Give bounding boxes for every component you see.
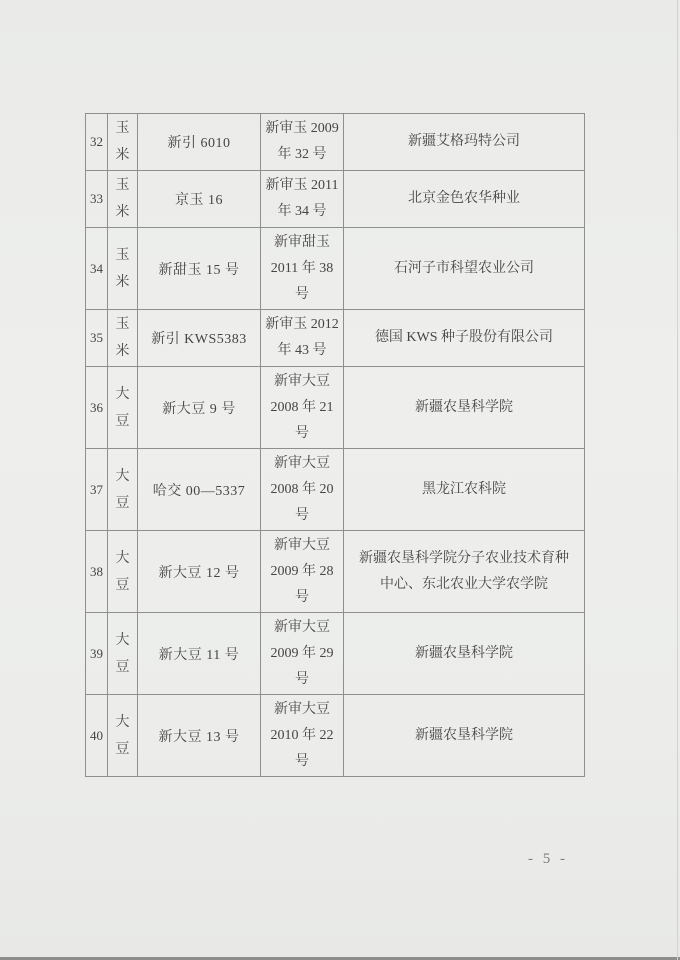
table-body bbox=[86, 114, 585, 777]
crop-type-line: 玉 bbox=[115, 247, 130, 263]
table-row bbox=[86, 114, 585, 171]
variety-approval-table bbox=[85, 113, 585, 777]
company-name bbox=[344, 367, 585, 449]
row-number: 32 bbox=[86, 114, 108, 171]
table-row bbox=[86, 613, 585, 695]
variety-name: 新大豆 12 号 bbox=[138, 531, 261, 613]
approval-number-line: 号 bbox=[295, 286, 309, 302]
approval-number-line: 新审玉 2011 bbox=[265, 178, 339, 193]
row-number: 37 bbox=[86, 449, 108, 531]
company-name bbox=[344, 310, 585, 367]
approval-number-line: 新审玉 2009 bbox=[265, 121, 339, 136]
crop-type-line: 豆 bbox=[115, 741, 130, 757]
approval-number-line: 号 bbox=[295, 507, 309, 523]
company-name bbox=[344, 114, 585, 171]
approval-number-line: 号 bbox=[295, 425, 309, 441]
table-row bbox=[86, 449, 585, 531]
crop-type bbox=[108, 171, 138, 228]
crop-type-line: 玉 bbox=[115, 317, 130, 332]
crop-type bbox=[108, 310, 138, 367]
approval-number-line: 年 43 号 bbox=[277, 343, 327, 358]
variety-name: 新大豆 9 号 bbox=[138, 367, 261, 449]
crop-type bbox=[108, 695, 138, 777]
company-name-line: 新疆农垦科学院 bbox=[415, 645, 513, 661]
approval-number-line: 新审大豆 bbox=[274, 701, 330, 717]
company-name-line: 石河子市科望农业公司 bbox=[394, 260, 534, 276]
company-name-line: 德国 KWS 种子股份有限公司 bbox=[374, 330, 554, 345]
approval-number bbox=[261, 449, 344, 531]
approval-number-line: 2008 年 20 bbox=[270, 481, 334, 497]
company-name bbox=[344, 228, 585, 310]
crop-type bbox=[108, 367, 138, 449]
crop-type-line: 米 bbox=[115, 148, 130, 163]
crop-type-line: 大 bbox=[115, 550, 130, 566]
company-name-line: 黑龙江农科院 bbox=[422, 481, 506, 497]
approval-number bbox=[261, 613, 344, 695]
approval-number-line: 号 bbox=[295, 589, 309, 605]
crop-type-line: 大 bbox=[115, 632, 130, 648]
approval-number-line: 2010 年 22 bbox=[270, 727, 334, 743]
crop-type-line: 大 bbox=[115, 468, 130, 484]
variety-name: 新甜玉 15 号 bbox=[138, 228, 261, 310]
approval-number bbox=[261, 531, 344, 613]
row-number: 36 bbox=[86, 367, 108, 449]
crop-type-line: 玉 bbox=[115, 121, 130, 136]
company-name-line: 新疆农垦科学院 bbox=[415, 727, 513, 743]
approval-number-line: 2011 年 38 bbox=[270, 260, 334, 276]
approval-number bbox=[261, 367, 344, 449]
table-row bbox=[86, 171, 585, 228]
crop-type bbox=[108, 114, 138, 171]
row-number: 33 bbox=[86, 171, 108, 228]
crop-type-line: 豆 bbox=[115, 659, 130, 675]
approval-number bbox=[261, 310, 344, 367]
company-name bbox=[344, 531, 585, 613]
crop-type-line: 玉 bbox=[115, 178, 130, 193]
company-name bbox=[344, 171, 585, 228]
approval-number-line: 新审玉 2012 bbox=[265, 317, 339, 332]
company-name bbox=[344, 449, 585, 531]
table-row bbox=[86, 695, 585, 777]
approval-number bbox=[261, 695, 344, 777]
approval-number bbox=[261, 228, 344, 310]
company-name-line: 北京金色农华种业 bbox=[408, 191, 520, 206]
crop-type-line: 豆 bbox=[115, 413, 130, 429]
variety-name: 新大豆 11 号 bbox=[138, 613, 261, 695]
approval-number-line: 2008 年 21 bbox=[270, 399, 334, 415]
approval-number-line: 新审大豆 bbox=[274, 619, 330, 635]
crop-type bbox=[108, 228, 138, 310]
variety-name: 新引 KWS5383 bbox=[138, 310, 261, 367]
table-row bbox=[86, 367, 585, 449]
approval-number-line: 新审甜玉 bbox=[274, 234, 330, 250]
company-name bbox=[344, 695, 585, 777]
crop-type-line: 米 bbox=[115, 274, 130, 290]
scan-edge-right bbox=[677, 0, 678, 960]
company-name bbox=[344, 613, 585, 695]
approval-number-line: 号 bbox=[295, 753, 309, 769]
approval-number-line: 年 34 号 bbox=[277, 204, 327, 219]
approval-number-line: 新审大豆 bbox=[274, 373, 330, 389]
variety-name: 新引 6010 bbox=[138, 114, 261, 171]
crop-type-line: 大 bbox=[115, 386, 130, 402]
crop-type bbox=[108, 613, 138, 695]
crop-type bbox=[108, 449, 138, 531]
table-row bbox=[86, 310, 585, 367]
crop-type-line: 豆 bbox=[115, 495, 130, 511]
row-number: 39 bbox=[86, 613, 108, 695]
crop-type-line: 豆 bbox=[115, 577, 130, 593]
crop-type-line: 米 bbox=[115, 344, 130, 359]
row-number: 34 bbox=[86, 228, 108, 310]
approval-number-line: 2009 年 28 bbox=[270, 563, 334, 579]
variety-name: 京玉 16 bbox=[138, 171, 261, 228]
row-number: 40 bbox=[86, 695, 108, 777]
row-number: 35 bbox=[86, 310, 108, 367]
table-row bbox=[86, 228, 585, 310]
row-number: 38 bbox=[86, 531, 108, 613]
approval-number-line: 年 32 号 bbox=[277, 147, 327, 162]
company-name-line: 中心、东北农业大学农学院 bbox=[380, 576, 548, 592]
approval-number-line: 号 bbox=[295, 671, 309, 687]
company-name-line: 新疆农垦科学院分子农业技术育种 bbox=[359, 550, 569, 566]
approval-number-line: 新审大豆 bbox=[274, 537, 330, 553]
variety-name: 哈交 00—5337 bbox=[138, 449, 261, 531]
crop-type-line: 米 bbox=[115, 205, 130, 220]
approval-number-line: 新审大豆 bbox=[274, 455, 330, 471]
table-row bbox=[86, 531, 585, 613]
approval-number bbox=[261, 114, 344, 171]
approval-number bbox=[261, 171, 344, 228]
company-name-line: 新疆艾格玛特公司 bbox=[408, 134, 520, 149]
company-name-line: 新疆农垦科学院 bbox=[415, 399, 513, 415]
page-number: - 5 - bbox=[528, 851, 568, 867]
approval-number-line: 2009 年 29 bbox=[270, 645, 334, 661]
variety-name: 新大豆 13 号 bbox=[138, 695, 261, 777]
crop-type-line: 大 bbox=[115, 714, 130, 730]
crop-type bbox=[108, 531, 138, 613]
